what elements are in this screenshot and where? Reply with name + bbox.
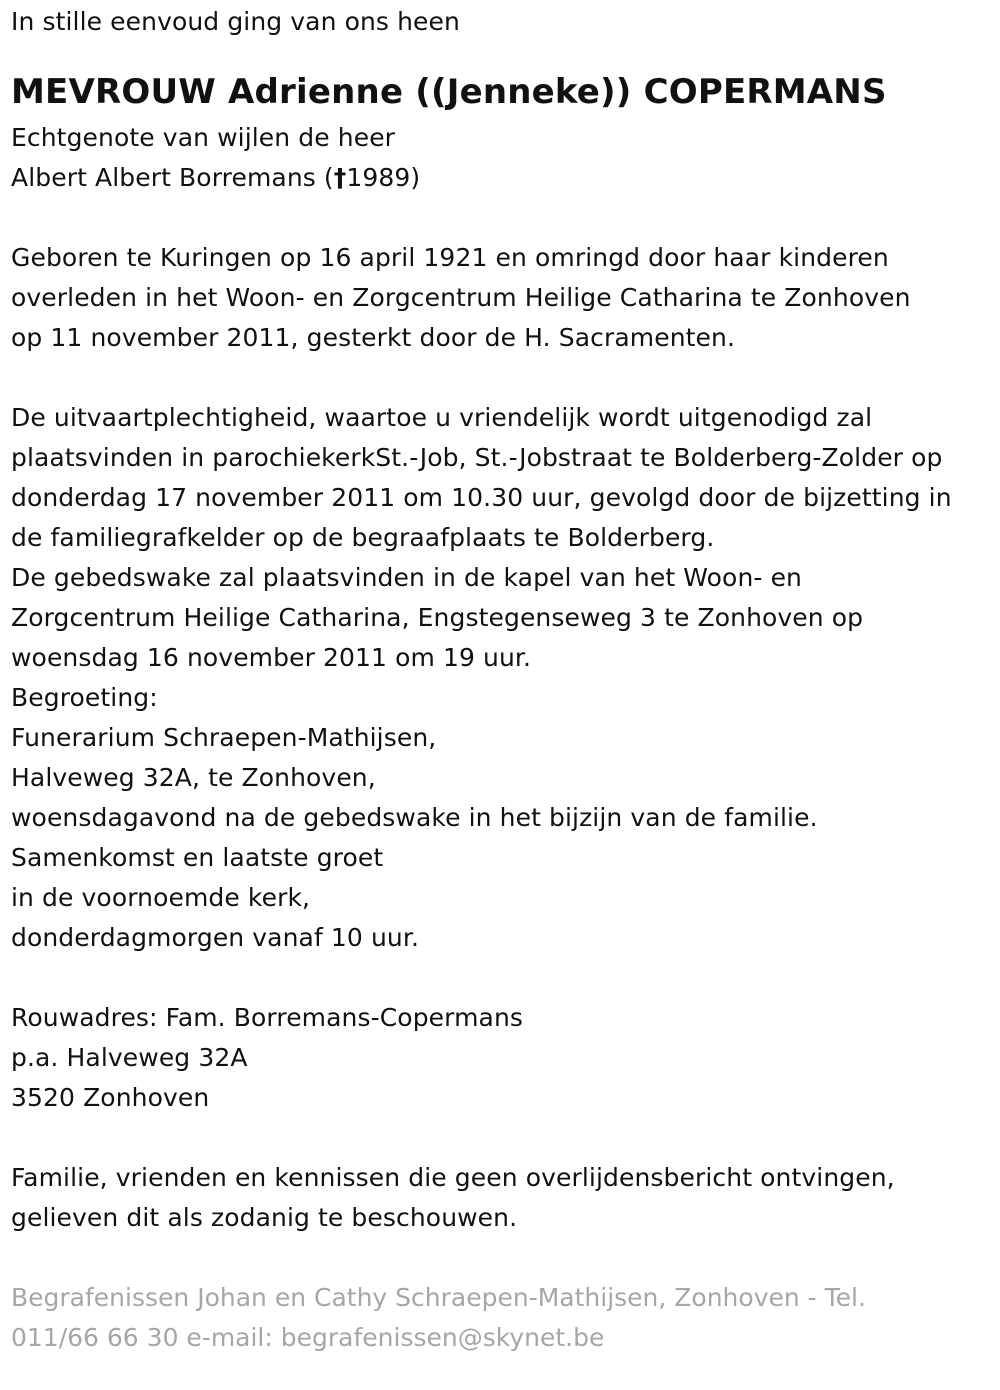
paragraph-line: plaatsvinden in parochiekerkSt.-Job, St.-Jobstraat te Bolderberg-Zolder op — [11, 443, 943, 472]
paragraph-line: Familie, vrienden en kennissen die geen overlijdensbericht ontvingen, — [11, 1163, 895, 1192]
funeral-home-footer — [11, 1278, 990, 1358]
birth-death-paragraph — [11, 238, 990, 358]
spacer — [11, 1238, 990, 1278]
notice-paragraph — [11, 1158, 990, 1238]
address-line: p.a. Halveweg 32A — [11, 1043, 248, 1072]
mourning-address — [11, 998, 990, 1118]
spouse-death-year: 1989) — [346, 163, 421, 192]
spacer — [11, 198, 990, 238]
deceased-name: MEVROUW Adrienne ((Jenneke)) COPERMANS — [11, 72, 887, 112]
paragraph-line: Zorgcentrum Heilige Catharina, Engstegenseweg 3 te Zonhoven op — [11, 603, 864, 632]
intro-text: In stille eenvoud ging van ons heen — [11, 7, 460, 36]
address-line: 3520 Zonhoven — [11, 1083, 210, 1112]
paragraph-line: op 11 november 2011, gesterkt door de H. Sacramenten. — [11, 323, 736, 352]
paragraph-line: Samenkomst en laatste groet — [11, 843, 384, 872]
paragraph-line: Halveweg 32A, te Zonhoven, — [11, 763, 376, 792]
paragraph-line: in de voornoemde kerk, — [11, 883, 311, 912]
ceremony-paragraph — [11, 398, 990, 958]
paragraph-line: Geboren te Kuringen op 16 april 1921 en omringd door haar kinderen — [11, 243, 889, 272]
spouse-line-2 — [11, 158, 990, 198]
paragraph-line: De gebedswake zal plaatsvinden in de kapel van het Woon- en — [11, 563, 802, 592]
paragraph-line: donderdag 17 november 2011 om 10.30 uur, gevolgd door de bijzetting in — [11, 483, 952, 512]
paragraph-line: De uitvaartplechtigheid, waartoe u vriendelijk wordt uitgenodigd zal — [11, 403, 873, 432]
address-line: Rouwadres: Fam. Borremans-Copermans — [11, 1003, 524, 1032]
paragraph-line: overleden in het Woon- en Zorgcentrum Heilige Catharina te Zonhoven — [11, 283, 911, 312]
paragraph-line: woensdagavond na de gebedswake in het bijzijn van de familie. — [11, 803, 818, 832]
paragraph-line: donderdagmorgen vanaf 10 uur. — [11, 923, 419, 952]
paragraph-line: Begroeting: — [11, 683, 158, 712]
spouse-name: Albert Albert Borremans ( — [11, 163, 334, 192]
spacer — [11, 358, 990, 398]
paragraph-line: gelieven dit als zodanig te beschouwen. — [11, 1203, 518, 1232]
paragraph-line: Funerarium Schraepen-Mathijsen, — [11, 723, 437, 752]
spacer — [11, 42, 990, 66]
paragraph-line: woensdag 16 november 2011 om 19 uur. — [11, 643, 532, 672]
footer-line: 011/66 66 30 e-mail: begrafenissen@skynet.be — [11, 1323, 605, 1352]
spacer — [11, 1118, 990, 1158]
cross-icon: † — [333, 163, 347, 192]
paragraph-line: de familiegrafkelder op de begraafplaats te Bolderberg. — [11, 523, 715, 552]
spouse-block — [11, 118, 990, 198]
footer-line: Begrafenissen Johan en Cathy Schraepen-Mathijsen, Zonhoven - Tel. — [11, 1283, 866, 1312]
spacer — [11, 958, 990, 998]
spouse-line-1: Echtgenote van wijlen de heer — [11, 123, 396, 152]
